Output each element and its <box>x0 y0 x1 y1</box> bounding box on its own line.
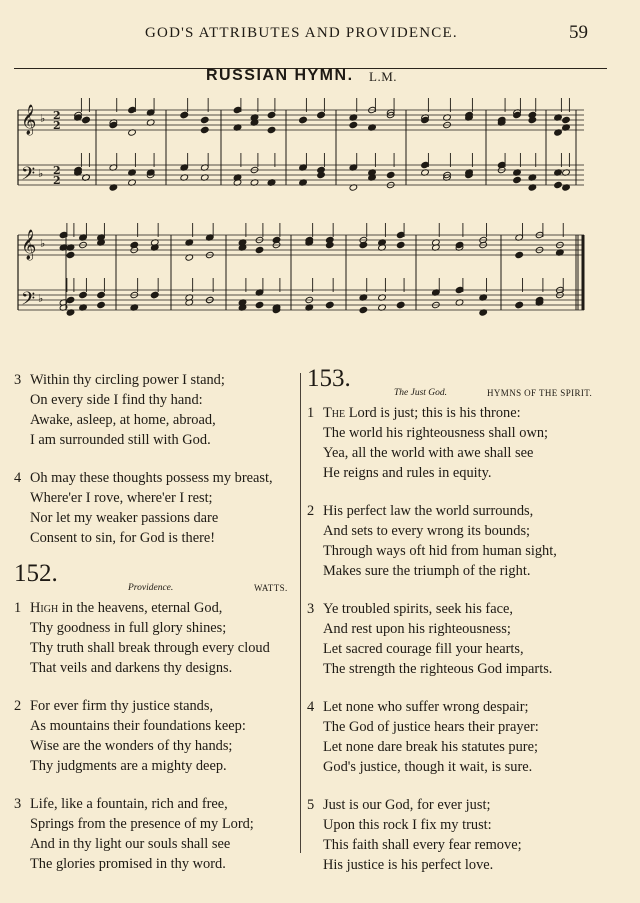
note-head <box>513 176 522 183</box>
note-head <box>255 301 264 308</box>
stanza-number: 5 <box>307 797 315 813</box>
clef-icon: 𝄢 <box>21 289 36 314</box>
stanza-3 <box>14 794 299 874</box>
time-signature: 2 <box>53 119 61 132</box>
stanza-number: 1 <box>307 405 315 421</box>
verse-line: Yea, all the world with awe shall see <box>323 445 534 461</box>
stanza-number: 2 <box>307 503 315 519</box>
stanza-number: 4 <box>14 470 22 486</box>
stanza-1 <box>307 403 607 483</box>
verse-line: Makes sure the triumph of the right. <box>323 563 531 579</box>
note-head <box>180 111 189 118</box>
verse-line: God's justice, though it wait, is sure. <box>323 759 533 775</box>
verse-line: Consent to sin, for God is there! <box>30 530 216 546</box>
stanza-3 <box>307 599 607 679</box>
verse-line: Awake, asleep, at home, abroad, <box>30 412 216 428</box>
verse-line: Where'er I rove, where'er I rest; <box>30 490 213 506</box>
hymn-subject: The Just God. <box>394 388 448 398</box>
stanza-number: 1 <box>14 600 22 616</box>
verse-line: And rest upon his righteousness; <box>323 621 511 637</box>
verse-line: This faith shall every fear remove; <box>323 837 522 853</box>
tune-title: RUSSIAN HYMN. <box>206 67 354 84</box>
verse-line: His perfect law the world surrounds, <box>323 503 534 519</box>
verse-line: Springs from the presence of my Lord; <box>30 816 254 832</box>
verse-line: I am surrounded still with God. <box>30 432 211 448</box>
time-signature: 2 <box>53 164 61 177</box>
hymn-152-heading <box>14 560 299 598</box>
stanza-1 <box>14 598 299 678</box>
page-number: 59 <box>569 22 588 43</box>
first-word: High <box>30 600 59 616</box>
note-head <box>267 126 276 133</box>
stanza-4 <box>14 468 299 548</box>
verse-line: And in thy light our souls shall see <box>30 836 231 852</box>
note-head <box>554 181 563 188</box>
hymn-number: 153. <box>307 365 351 392</box>
verse-line: Thy judgments are a mighty deep. <box>30 758 227 774</box>
verse-line: The glories promised in thy word. <box>30 856 226 872</box>
verse-line: Lord is just; this is his throne: <box>345 405 521 421</box>
stanza-3 <box>14 370 299 450</box>
verse-line: Life, like a fountain, rich and free, <box>30 796 228 812</box>
verse-line: As mountains their foundations keep: <box>30 718 246 734</box>
verse-line: On every side I find thy hand: <box>30 392 203 408</box>
note-head <box>79 291 88 298</box>
note-head <box>82 116 91 123</box>
note-head <box>97 291 106 298</box>
note-head <box>255 246 264 253</box>
hymn-subject: Providence. <box>128 583 174 593</box>
verse-line: Upon this rock I fix my trust: <box>323 817 492 833</box>
flat-icon: ♭ <box>40 112 46 125</box>
verse-line: Let none dare break his statutes pure; <box>323 739 538 755</box>
note-head <box>200 126 209 133</box>
hymn-author: WATTS. <box>254 583 288 593</box>
flat-icon: ♭ <box>40 237 46 250</box>
clef-icon: 𝄞 <box>21 105 37 135</box>
time-signature: 2 <box>53 109 61 122</box>
right-column <box>307 365 607 893</box>
verse-line: The strength the righteous God imparts. <box>323 661 553 677</box>
stanza-5 <box>307 795 607 875</box>
clef-icon: 𝄢 <box>21 164 36 189</box>
note-head <box>109 121 118 128</box>
stanza-number: 2 <box>14 698 22 714</box>
hymn-153-heading <box>307 365 607 403</box>
note-head <box>515 301 524 308</box>
verse-line: in the heavens, eternal God, <box>58 600 223 616</box>
stanza-4 <box>307 697 607 777</box>
flat-icon: ♭ <box>38 167 44 180</box>
note-head <box>396 241 405 248</box>
verse-line: For ever firm thy justice stands, <box>30 698 214 714</box>
note-head <box>299 116 308 123</box>
verse-line: The God of justice hears their prayer: <box>323 719 539 735</box>
stanza-number: 4 <box>307 699 315 715</box>
verse-line: Thy truth shall break through every cloud <box>30 640 270 656</box>
note-head <box>200 116 209 123</box>
verse-line: Ye troubled spirits, seek his face, <box>323 601 513 617</box>
stanza-number: 3 <box>14 372 22 388</box>
tune-meter: L.M. <box>369 69 397 84</box>
clef-icon: 𝄞 <box>21 230 37 260</box>
note-head <box>267 111 276 118</box>
verse-line: Oh may these thoughts possess my breast, <box>30 470 273 486</box>
note-head <box>97 301 106 308</box>
verse-line: Let sacred courage fill your hearts, <box>323 641 524 657</box>
page-header <box>0 20 640 50</box>
note-head <box>386 171 395 178</box>
stanza-number: 3 <box>307 601 315 617</box>
note-head <box>325 301 334 308</box>
hymn-number: 152. <box>14 560 58 587</box>
stanza-number: 3 <box>14 796 22 812</box>
first-word: The <box>323 405 346 421</box>
stanza-2 <box>14 696 299 776</box>
verse-line: Within thy circling power I stand; <box>30 372 225 388</box>
note-head <box>421 116 430 123</box>
left-column <box>14 370 299 892</box>
verse-line: Through ways oft hid from human sight, <box>323 543 557 559</box>
verse-line: Just is our God, for ever just; <box>323 797 491 813</box>
note-head <box>513 111 522 118</box>
hymn-author: HYMNS OF THE SPIRIT. <box>487 388 593 398</box>
verse-line: Wise are the wonders of thy hands; <box>30 738 233 754</box>
note-head <box>349 121 358 128</box>
verse-line: Thy goodness in full glory shines; <box>30 620 227 636</box>
running-title: GOD'S ATTRIBUTES AND PROVIDENCE. <box>145 25 458 41</box>
verse-line: That veils and darkens thy designs. <box>30 660 233 676</box>
flat-icon: ♭ <box>38 292 44 305</box>
verse-line: The world his righteousness shall own; <box>323 425 549 441</box>
stanza-2 <box>307 501 607 581</box>
note-head <box>317 111 326 118</box>
music-score <box>16 97 586 342</box>
note-head <box>66 251 75 258</box>
verse-line: And sets to every wrong its bounds; <box>323 523 531 539</box>
note-head <box>515 251 524 258</box>
verse-line: He reigns and rules in equity. <box>323 465 492 481</box>
time-signature: 2 <box>53 174 61 187</box>
note-head <box>359 306 368 313</box>
column-divider <box>300 373 301 853</box>
verse-line: Nor let my weaker passions dare <box>30 510 219 526</box>
verse-line: Let none who suffer wrong despair; <box>323 699 529 715</box>
verse-line: His justice is his perfect love. <box>323 857 494 873</box>
note-head <box>150 291 159 298</box>
note-head <box>562 116 571 123</box>
